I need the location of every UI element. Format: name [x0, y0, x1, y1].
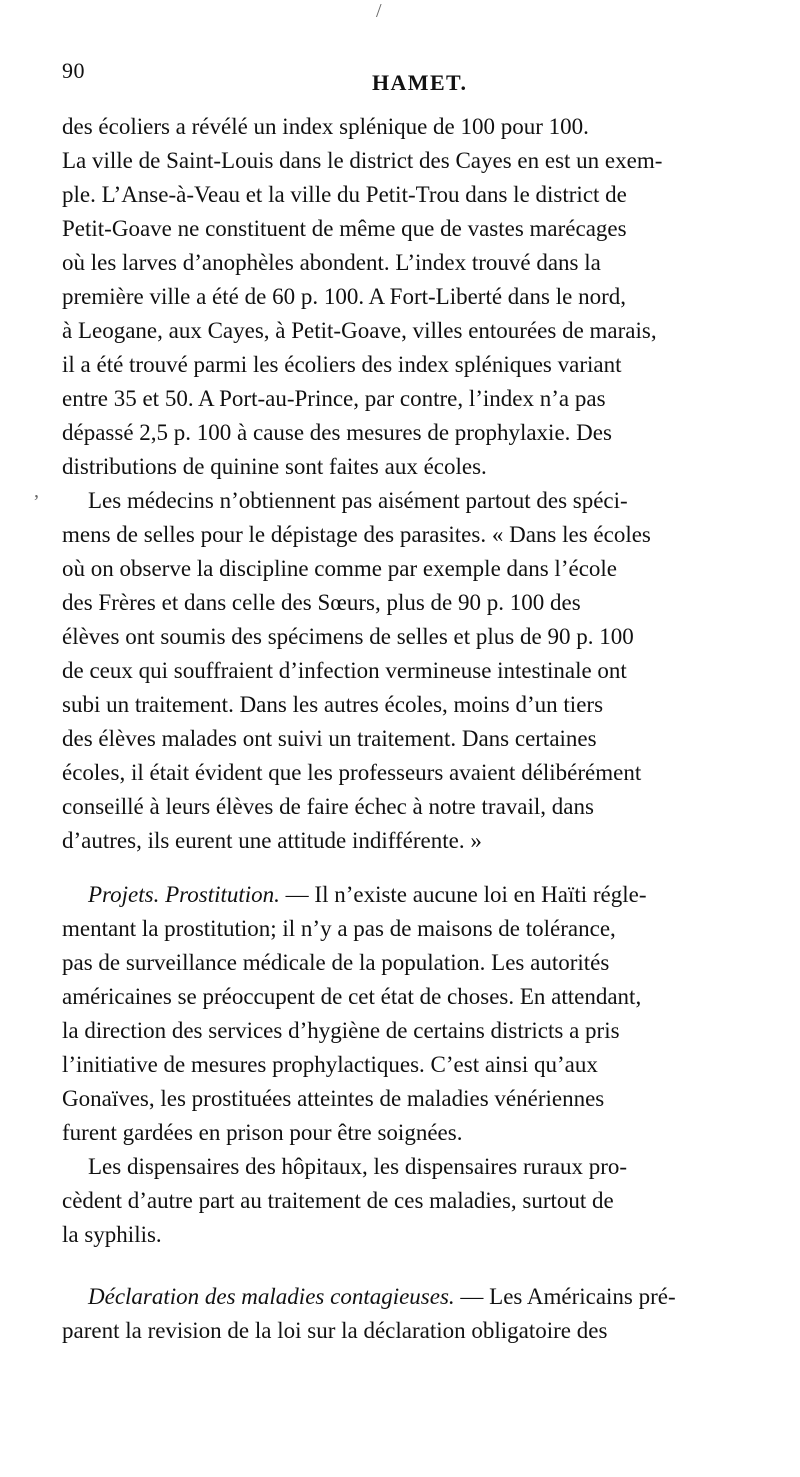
projets-line-8: furent gardées en prison pour être soignées.	[62, 1120, 463, 1145]
body-line-9: entre 35 et 50. A Port-au-Prince, par contre, l’index n’a pas	[62, 386, 606, 411]
projets-line-1: Il n’existe aucune loi en Haïti régle-	[314, 882, 647, 907]
projets-line-10: cèdent d’autre part au traitement de ces maladies, surtout de	[62, 1188, 614, 1213]
body-line-21: conseillé à leurs élèves de faire échec à notre travail, dans	[62, 794, 594, 819]
projets-dash: —	[285, 882, 309, 907]
declaration-heading: Déclaration des maladies contagieuses.	[88, 1284, 455, 1309]
body-line-22: d’autres, ils eurent une attitude indifférente. »	[62, 828, 482, 853]
declaration-heading-line	[88, 1282, 762, 1312]
projets-line-11: la syphilis.	[62, 1222, 162, 1247]
body-line-14: où on observe la discipline comme par exemple dans l’école	[62, 556, 617, 581]
body-line-15: des Frères et dans celle des Sœurs, plus de 90 p. 100 des	[62, 590, 581, 615]
top-pencil-mark: /	[376, 0, 382, 22]
projets-line-3: pas de surveillance médicale de la population. Les autorités	[62, 950, 610, 975]
body-line-20: écoles, il était évident que les professeurs avaient délibérément	[62, 760, 642, 785]
projets-heading: Projets.	[88, 882, 160, 907]
declaration-line-2: parent la revision de la loi sur la déclaration obligatoire des	[62, 1318, 608, 1343]
projets-line-9: Les dispensaires des hôpitaux, les dispensaires ruraux pro-	[88, 1154, 628, 1179]
projets-heading-line	[88, 880, 762, 910]
body-line-11: distributions de quinine sont faites aux écoles.	[62, 454, 487, 479]
margin-pencil-mark: ,	[34, 480, 39, 502]
projets-line-6: l’initiative de mesures prophylactiques. C’est ainsi qu’aux	[62, 1052, 598, 1077]
body-line-18: subi un traitement. Dans les autres écoles, moins d’un tiers	[62, 692, 604, 717]
body-line-6: première ville a été de 60 p. 100. A Fort-Liberté dans le nord,	[62, 284, 626, 309]
body-line-2: La ville de Saint-Louis dans le district des Cayes en est un exem-	[62, 148, 663, 173]
body-line-13: mens de selles pour le dépistage des parasites. « Dans les écoles	[62, 522, 651, 547]
prostitution-heading: Prostitution.	[165, 882, 280, 907]
body-line-1: des écoliers a révélé un index splénique de 100 pour 100.	[62, 114, 589, 139]
body-line-17: de ceux qui souffraient d’infection vermineuse intestinale ont	[62, 658, 627, 683]
projets-line-4: américaines se préoccupent de cet état de choses. En attendant,	[62, 984, 642, 1009]
body-line-8: il a été trouvé parmi les écoliers des index spléniques variant	[62, 352, 622, 377]
body-line-16: élèves ont soumis des spécimens de selles et plus de 90 p. 100	[62, 624, 634, 649]
projets-line-2: mentant la prostitution; il n’y a pas de maisons de tolérance,	[62, 916, 616, 941]
body-line-10: dépassé 2,5 p. 100 à cause des mesures de prophylaxie. Des	[62, 420, 612, 445]
body-line-4: Petit-Goave ne constituent de même que de vastes marécages	[62, 216, 627, 241]
body-line-3: ple. L’Anse-à-Veau et la ville du Petit-Trou dans le district de	[62, 182, 627, 207]
body-line-5: où les larves d’anophèles abondent. L’index trouvé dans la	[62, 250, 601, 275]
projets-line-5: la direction des services d’hygiène de certains districts a pris	[62, 1018, 620, 1043]
page-number: 90	[62, 58, 85, 83]
body-line-12: Les médecins n’obtiennent pas aisément partout des spéci-	[88, 488, 628, 513]
declaration-line-1: Les Américains pré-	[489, 1284, 676, 1309]
body-line-7: à Leogane, aux Cayes, à Petit-Goave, villes entourées de marais,	[62, 318, 657, 343]
projets-line-7: Gonaïves, les prostituées atteintes de maladies vénériennes	[62, 1086, 605, 1111]
declaration-dash: —	[460, 1284, 484, 1309]
running-head: HAMET.	[372, 70, 468, 95]
body-line-19: des élèves malades ont suivi un traitement. Dans certaines	[62, 726, 597, 751]
